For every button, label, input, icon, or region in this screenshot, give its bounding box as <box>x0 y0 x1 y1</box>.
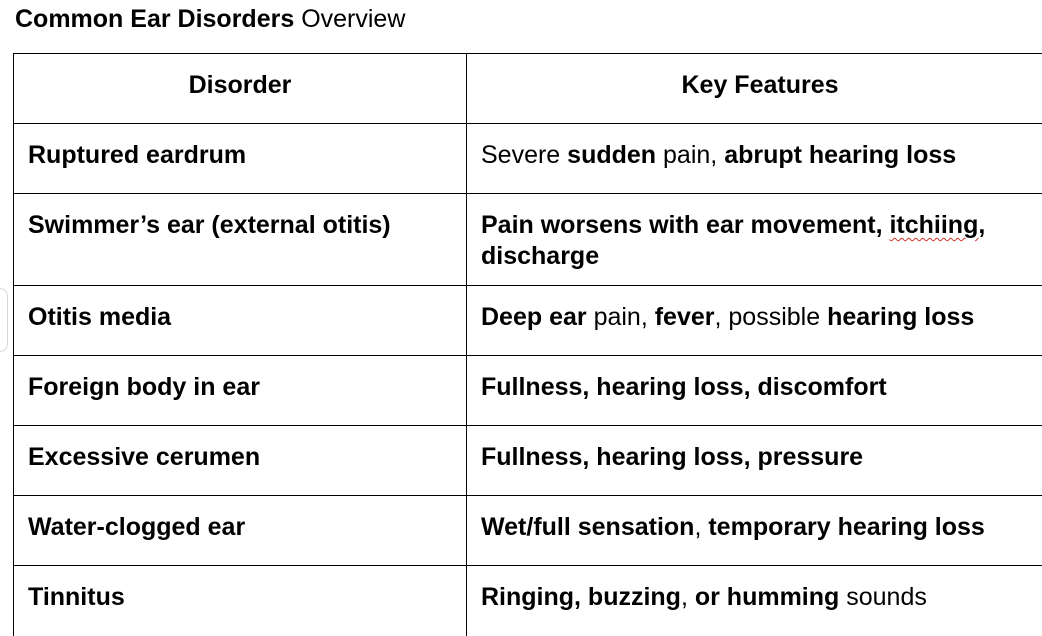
misspelled-word[interactable]: itchiing <box>889 211 978 239</box>
disorder-cell[interactable]: Otitis media <box>14 286 467 356</box>
disorder-cell[interactable]: Water-clogged ear <box>14 496 467 566</box>
table-row <box>14 496 1042 566</box>
table-row <box>14 356 1042 426</box>
features-cell[interactable] <box>467 286 1042 356</box>
header-disorder: Disorder <box>14 54 467 124</box>
feature-fragment: , <box>681 583 695 611</box>
features-cell[interactable] <box>467 566 1042 636</box>
disorder-cell[interactable]: Swimmer’s ear (external otitis) <box>14 194 467 286</box>
feature-fragment: Ringing, buzzing <box>481 583 681 611</box>
table-row <box>14 426 1042 496</box>
feature-fragment: Fullness, hearing loss, pressure <box>481 443 863 471</box>
features-cell[interactable] <box>467 496 1042 566</box>
feature-fragment: pain, <box>587 303 655 331</box>
disorder-cell[interactable]: Tinnitus <box>14 566 467 636</box>
feature-fragment: Wet/full sensation <box>481 513 694 541</box>
table-row <box>14 286 1042 356</box>
title-bold-part: Common Ear Disorders <box>15 5 294 33</box>
ear-disorders-table <box>13 53 1042 636</box>
table-row <box>14 124 1042 194</box>
feature-fragment: sudden <box>567 141 656 169</box>
header-key-features: Key Features <box>467 54 1042 124</box>
feature-fragment: temporary hearing loss <box>708 513 984 541</box>
disorder-cell[interactable]: Excessive cerumen <box>14 426 467 496</box>
feature-fragment: fever <box>655 303 715 331</box>
features-cell[interactable] <box>467 194 1042 286</box>
features-cell[interactable] <box>467 124 1042 194</box>
title-rest-part: Overview <box>294 5 405 33</box>
feature-fragment: Fullness, hearing loss, discomfort <box>481 373 887 401</box>
feature-fragment: , discharge <box>481 211 985 270</box>
feature-fragment: hearing loss <box>827 303 974 331</box>
feature-fragment: or humming <box>695 583 839 611</box>
feature-fragment: abrupt hearing loss <box>724 141 956 169</box>
features-cell[interactable] <box>467 356 1042 426</box>
feature-fragment: Deep ear <box>481 303 587 331</box>
feature-fragment: Severe <box>481 141 567 169</box>
feature-fragment: , <box>694 513 708 541</box>
table-row <box>14 566 1042 636</box>
feature-fragment: sounds <box>839 583 927 611</box>
disorder-cell[interactable]: Foreign body in ear <box>14 356 467 426</box>
comment-margin-tab[interactable] <box>0 288 8 352</box>
feature-fragment: Pain worsens with ear movement, <box>481 211 889 239</box>
disorder-cell[interactable]: Ruptured eardrum <box>14 124 467 194</box>
document-title <box>15 4 405 34</box>
table-header-row <box>14 54 1042 124</box>
feature-fragment: pain, <box>656 141 724 169</box>
table-row <box>14 194 1042 286</box>
feature-fragment: , possible <box>715 303 828 331</box>
features-cell[interactable] <box>467 426 1042 496</box>
